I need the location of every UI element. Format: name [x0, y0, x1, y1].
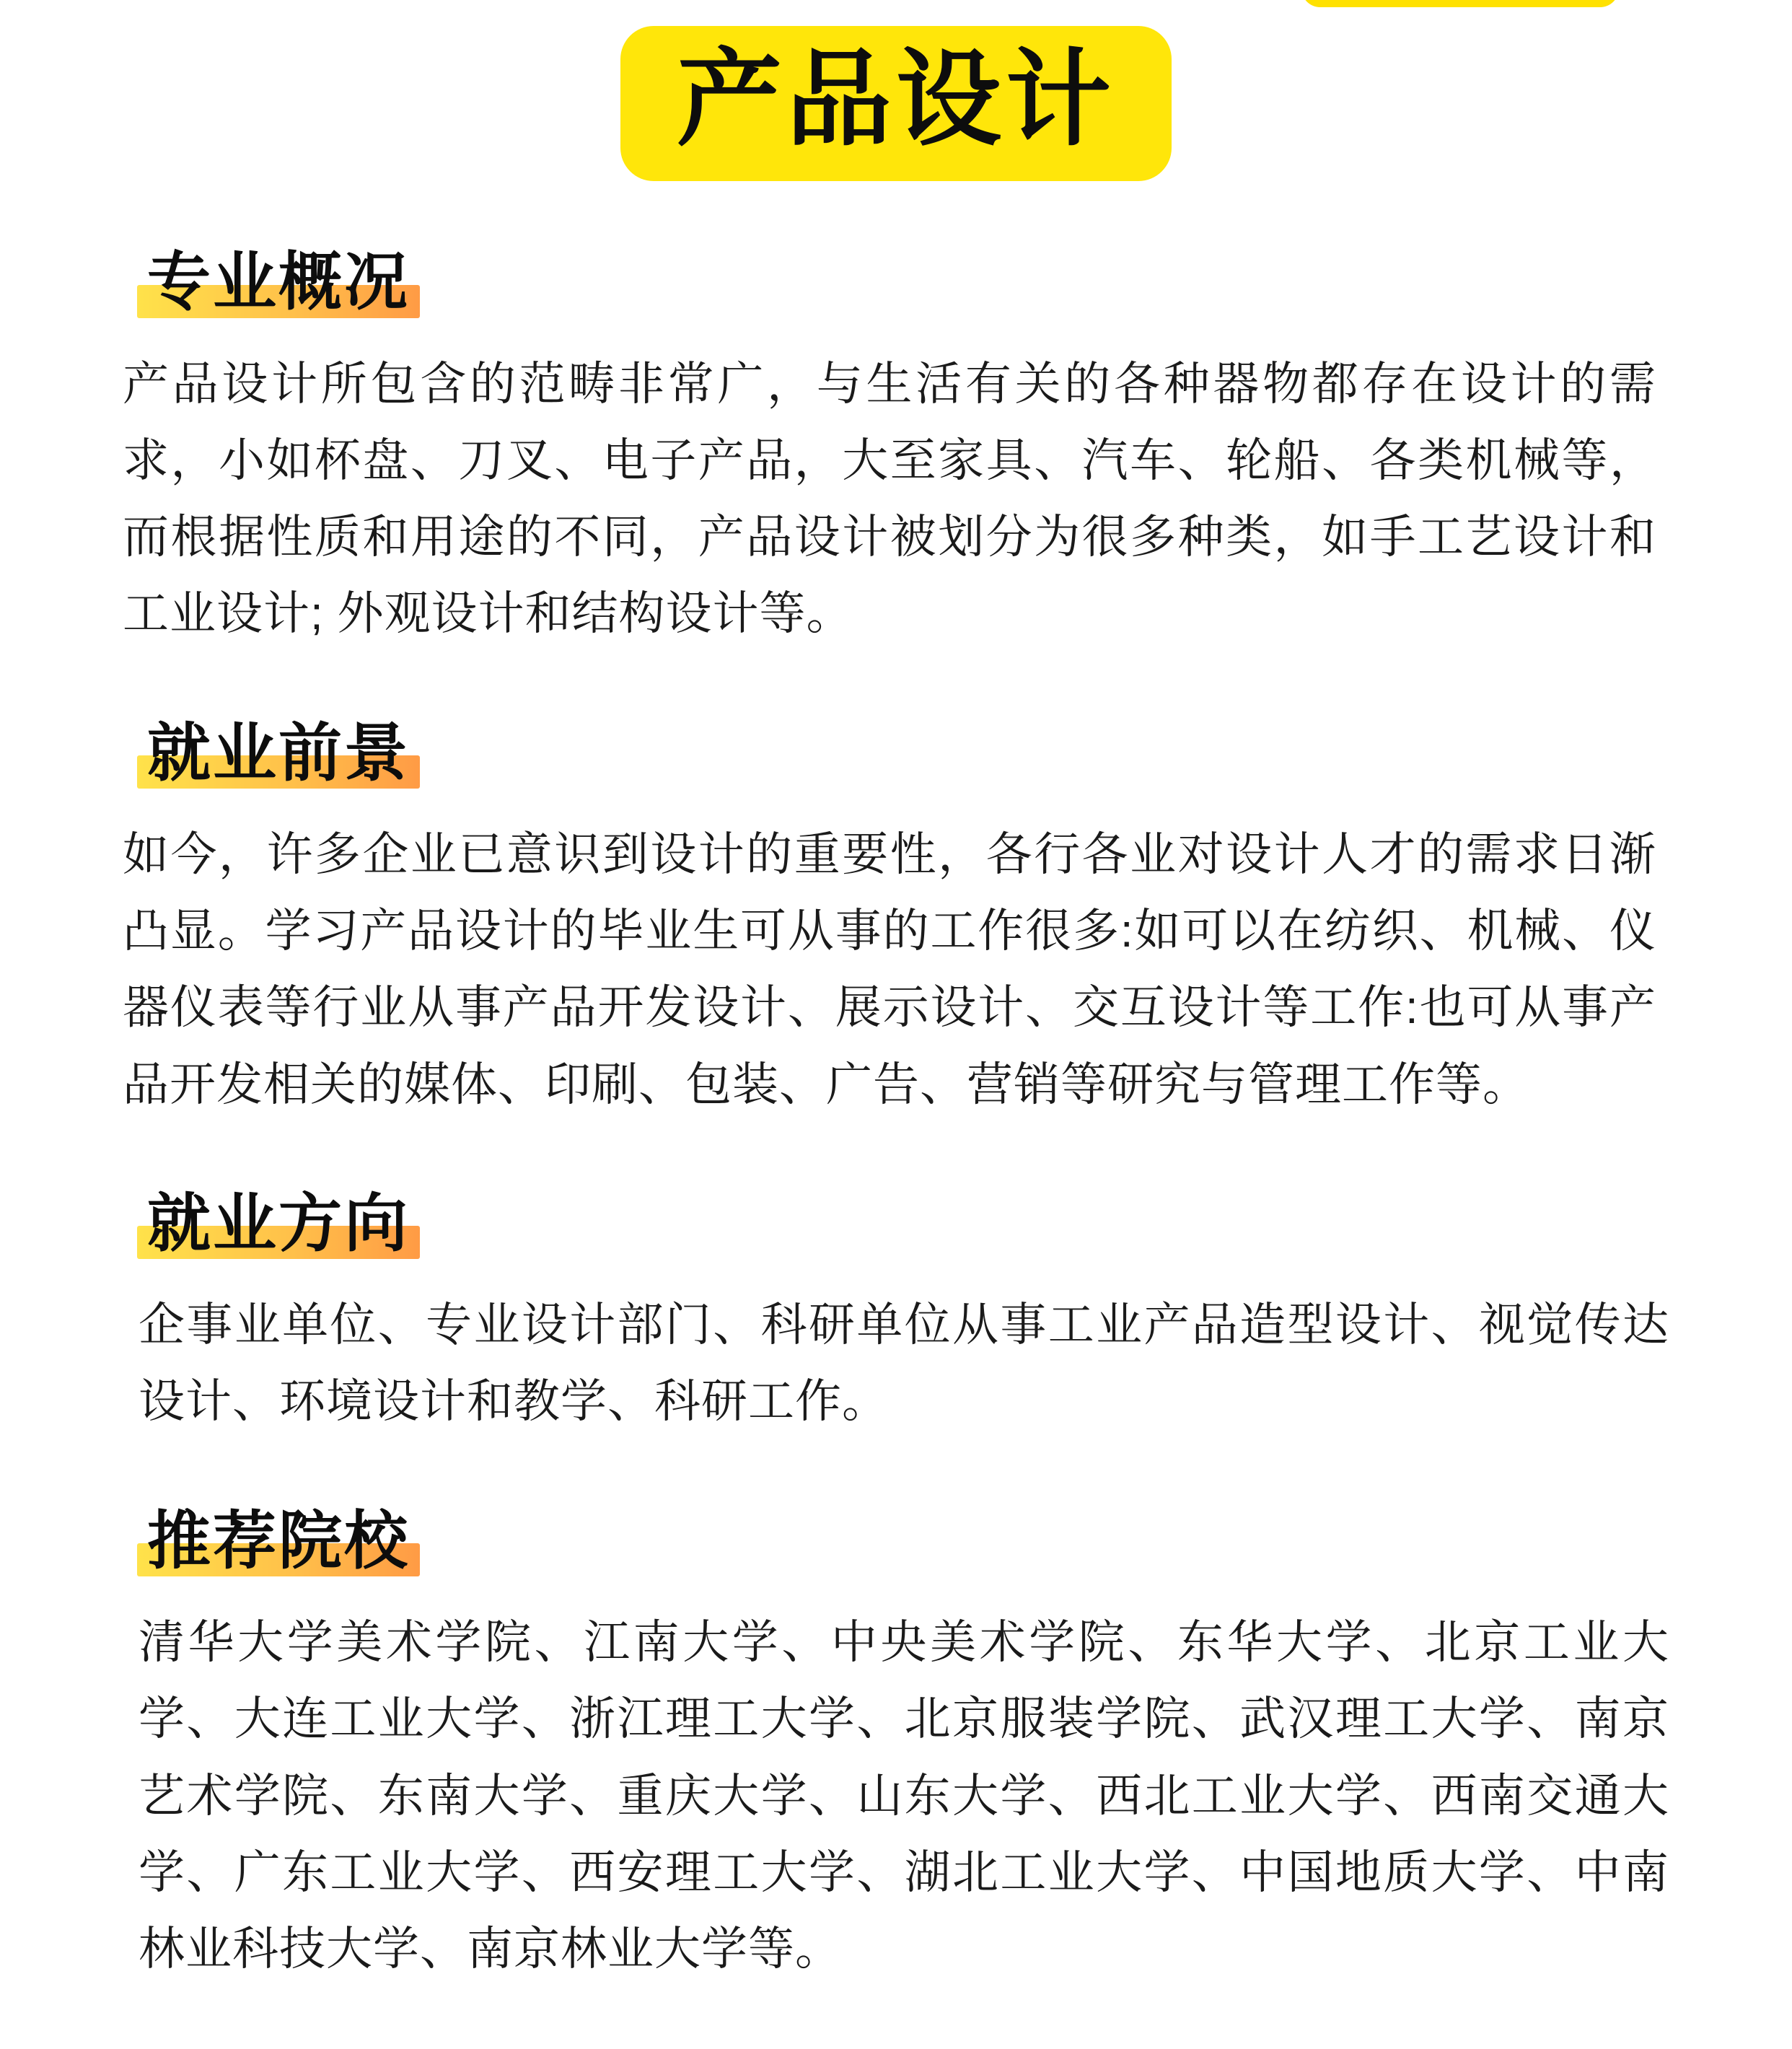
section-body-prospects: 如今，许多企业已意识到设计的重要性，各行各业对设计人才的需求日渐凸显。学习产品设计的毕业生可从事的工作很多:如可以在纺织、机械、仪器仪表等行业从事产品开发设计、展示设计、交互设计等工作:也可从事产品开发相关的媒体、印刷、包装、广告、营销等研究与管理工作等。 [123, 828, 1656, 1110]
section-overview [0, 243, 1792, 651]
section-schools [0, 1502, 1792, 1988]
page-title-pill [620, 26, 1172, 181]
page-title: 产品设计 [677, 38, 1115, 161]
top-decoration-shape [1301, 0, 1619, 7]
title-container [0, 0, 1792, 181]
section-heading-schools [137, 1502, 420, 1579]
section-heading-text: 就业前景 [147, 715, 410, 790]
section-body-overview: 产品设计所包含的范畴非常广，与生活有关的各种器物都存在设计的需求，小如杯盘、刀叉、电子产品，大至家具、汽车、轮船、各类机械等，而根据性质和用途的不同，产品设计被划分为很多种类，如手工艺设计和工业设计; 外观设计和结构设计等。 [123, 357, 1656, 640]
section-body-schools: 清华大学美术学院、江南大学、中央美术学院、东华大学、北京工业大学、大连工业大学、浙江理工大学、北京服装学院、武汉理工大学、南京艺术学院、东南大学、重庆大学、山东大学、西北工业大学、西南交通大学、广东工业大学、西安理工大学、湖北工业大学、中国地质大学、中南林业科技大学、南京林业大学等。 [139, 1616, 1669, 1975]
section-prospects [0, 714, 1792, 1123]
section-heading-text: 就业方向 [147, 1185, 410, 1260]
section-directions [0, 1185, 1792, 1440]
section-heading-directions [137, 1185, 420, 1262]
section-heading-text: 推荐院校 [147, 1503, 410, 1578]
section-body-directions: 企事业单位、专业设计部门、科研单位从事工业产品造型设计、视觉传达设计、环境设计和教学、科研工作。 [139, 1299, 1669, 1428]
section-heading-overview [137, 243, 420, 320]
section-heading-text: 专业概况 [147, 245, 410, 320]
section-heading-prospects [137, 714, 420, 791]
